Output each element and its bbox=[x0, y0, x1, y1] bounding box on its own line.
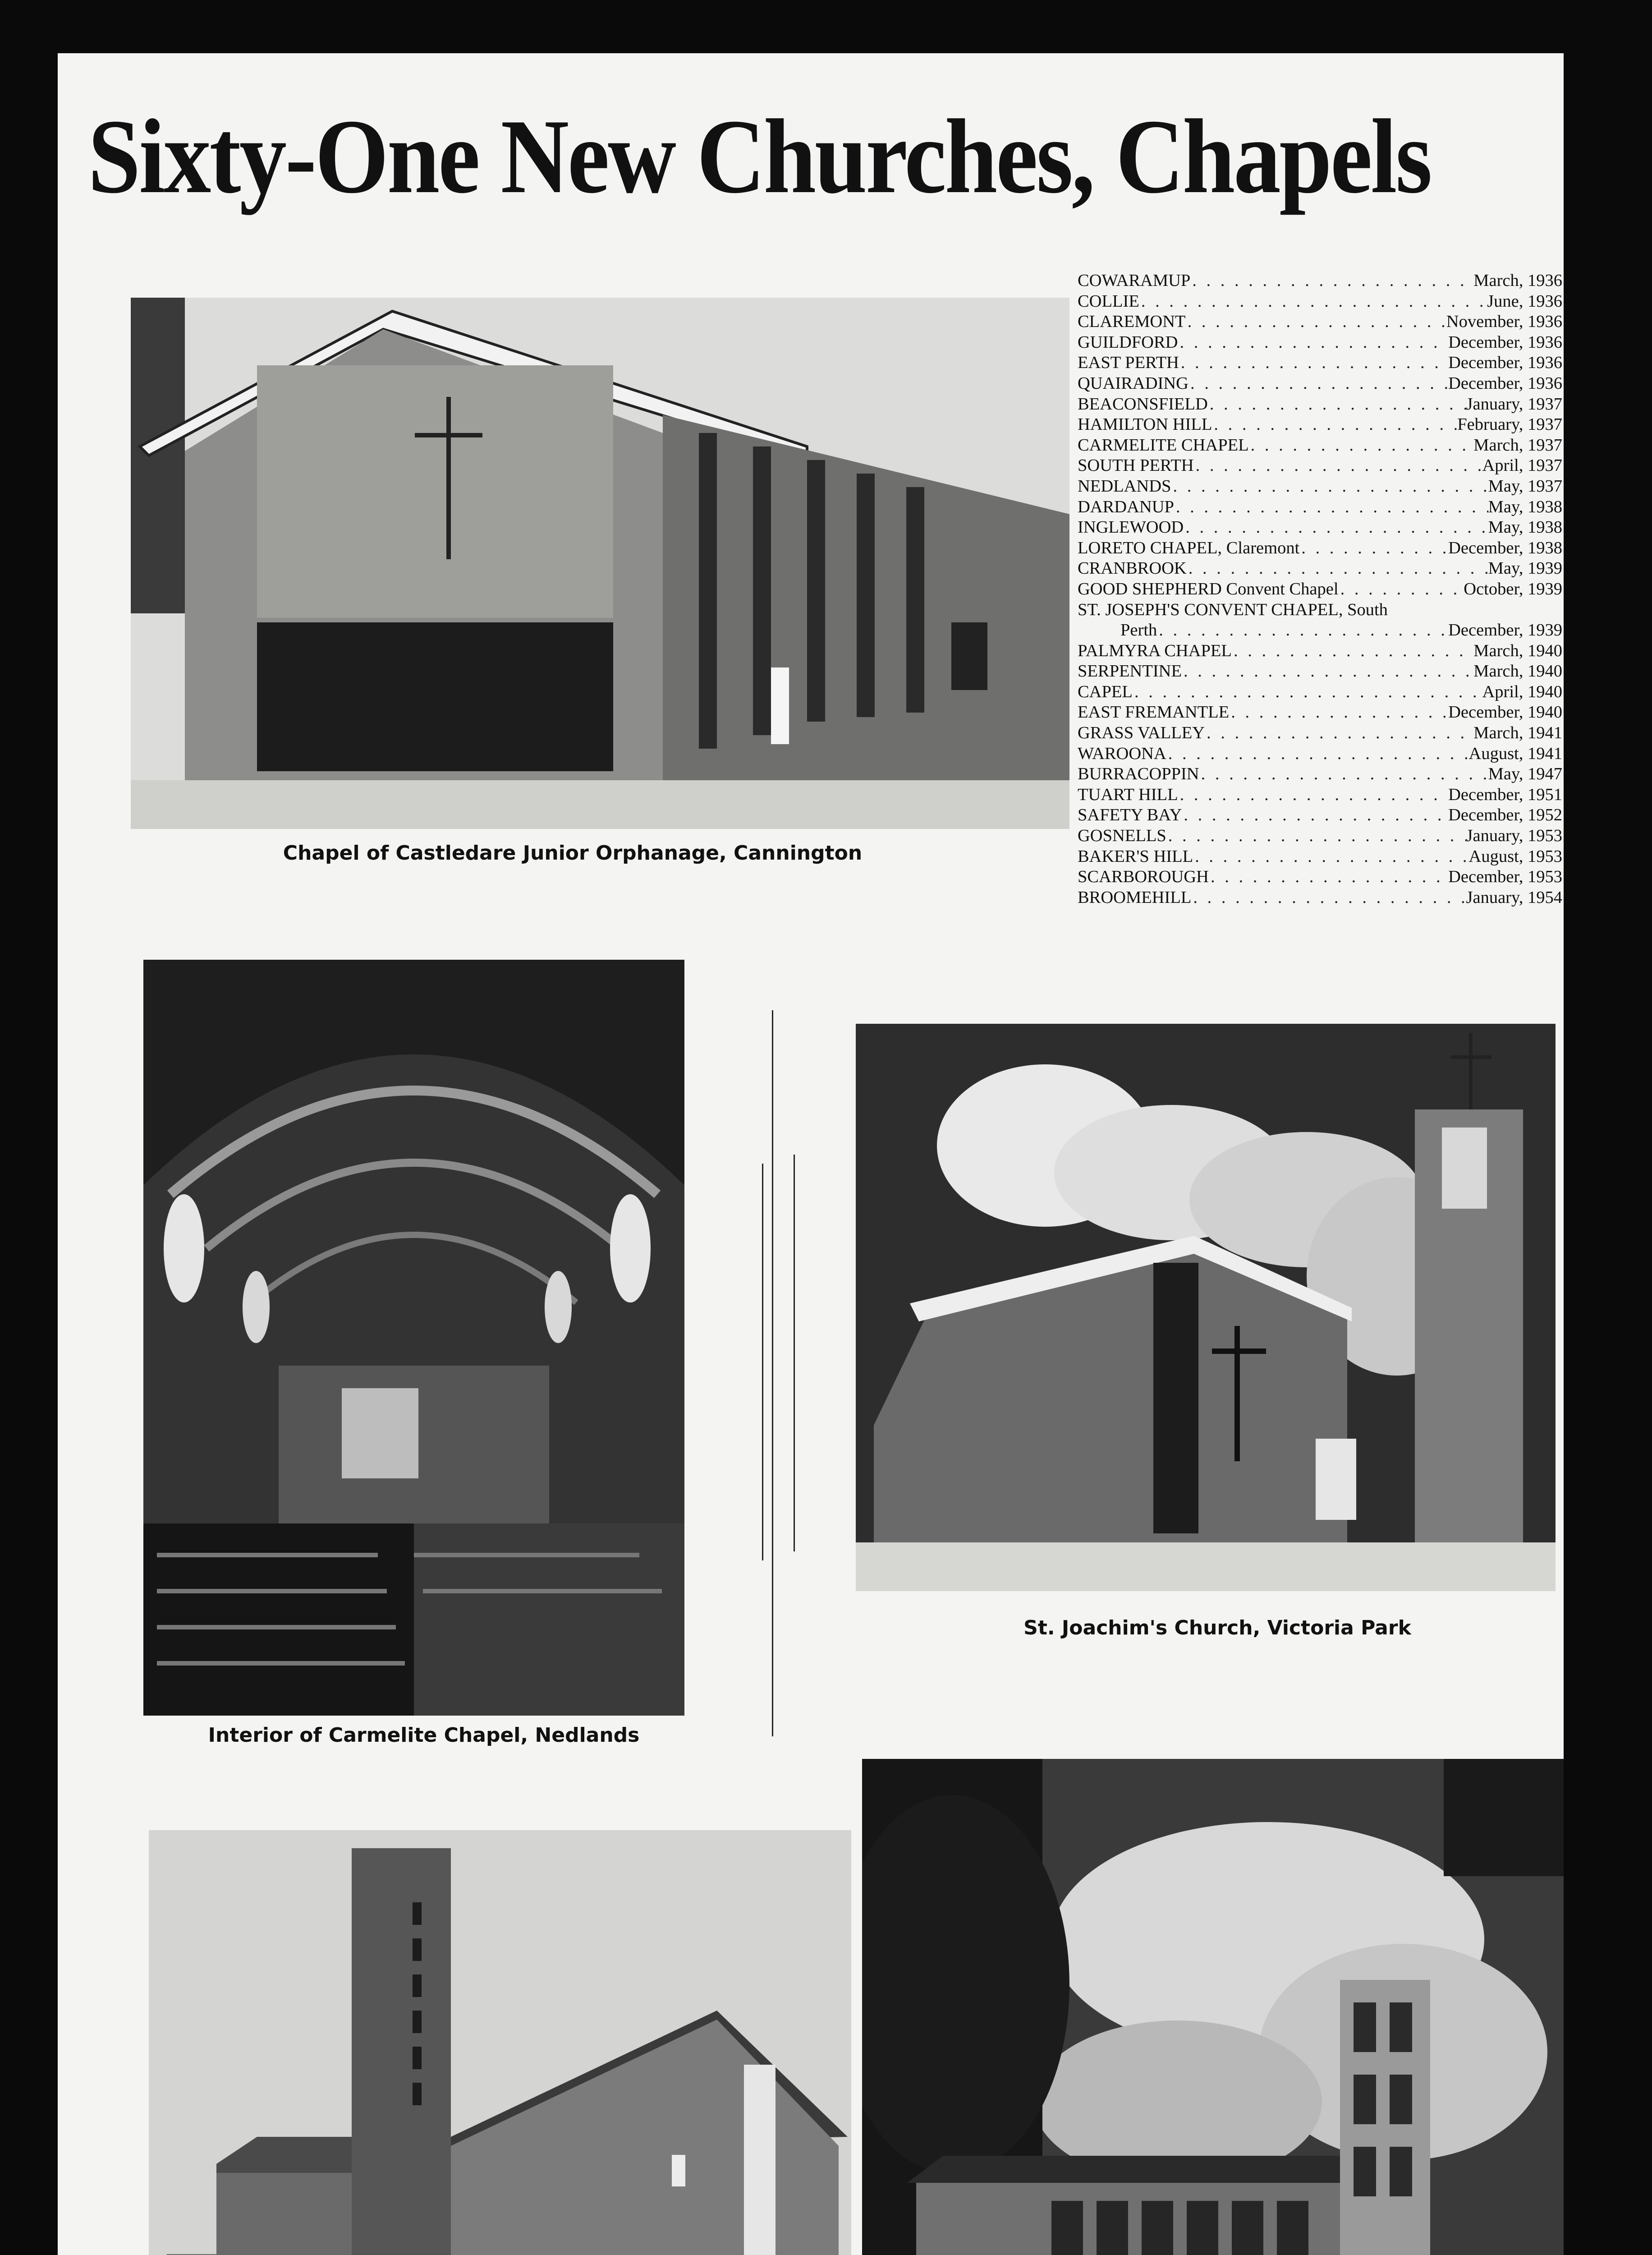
list-item bbox=[1078, 600, 1562, 621]
leader-dots bbox=[1339, 579, 1464, 600]
leader-dots bbox=[1179, 353, 1448, 373]
list-item-name: INGLEWOOD bbox=[1078, 518, 1184, 537]
list-item bbox=[1078, 847, 1562, 867]
list-item bbox=[1078, 353, 1562, 373]
list-item bbox=[1078, 826, 1562, 847]
list-item bbox=[1078, 661, 1562, 682]
list-item-name: CRANBROOK bbox=[1078, 559, 1187, 578]
leader-dots bbox=[1232, 641, 1473, 662]
list-item-name: SCARBOROUGH bbox=[1078, 867, 1209, 887]
list-item-date: May, 1938 bbox=[1488, 518, 1562, 537]
list-item bbox=[1078, 332, 1562, 353]
list-item-date: November, 1936 bbox=[1446, 312, 1562, 331]
leader-dots bbox=[1178, 785, 1449, 805]
list-item bbox=[1078, 394, 1562, 415]
page-title: Sixty-One New Churches, Chapels bbox=[88, 98, 1431, 216]
list-item-date: May, 1939 bbox=[1488, 559, 1562, 578]
church-list bbox=[1078, 271, 1562, 908]
list-item-date: December, 1938 bbox=[1448, 538, 1562, 557]
list-item bbox=[1078, 641, 1562, 662]
list-item-date: April, 1940 bbox=[1482, 682, 1562, 701]
leader-dots bbox=[1166, 826, 1466, 847]
list-item-date: March, 1941 bbox=[1473, 723, 1562, 743]
list-item-date: December, 1951 bbox=[1448, 785, 1562, 804]
list-item bbox=[1078, 764, 1562, 785]
list-item-date: January, 1953 bbox=[1466, 826, 1562, 846]
leader-dots bbox=[1249, 435, 1474, 456]
list-item bbox=[1078, 312, 1562, 332]
leader-dots bbox=[1174, 497, 1488, 518]
list-item-date: March, 1936 bbox=[1473, 271, 1562, 290]
list-item bbox=[1078, 579, 1562, 600]
decorative-rule bbox=[772, 1010, 773, 1736]
leader-dots bbox=[1190, 271, 1473, 291]
list-item-name: CAPEL bbox=[1078, 682, 1133, 701]
list-item-date: June, 1936 bbox=[1487, 291, 1562, 311]
list-item-date: December, 1936 bbox=[1448, 373, 1562, 393]
leader-dots bbox=[1166, 744, 1469, 764]
decorative-rule bbox=[794, 1155, 795, 1551]
caption-carmelite: Interior of Carmelite Chapel, Nedlands bbox=[208, 1724, 640, 1747]
list-item bbox=[1078, 867, 1562, 888]
leader-dots bbox=[1133, 682, 1482, 703]
list-item bbox=[1078, 723, 1562, 744]
leader-dots bbox=[1187, 558, 1488, 579]
list-item-name: ST. JOSEPH'S CONVENT CHAPEL, South bbox=[1078, 600, 1388, 619]
list-item-date: August, 1953 bbox=[1468, 847, 1562, 866]
list-item bbox=[1078, 888, 1562, 908]
list-item bbox=[1078, 785, 1562, 805]
list-item bbox=[1078, 538, 1562, 559]
leader-dots bbox=[1171, 476, 1488, 497]
leader-dots bbox=[1178, 332, 1448, 353]
list-item-name: GOSNELLS bbox=[1078, 826, 1166, 846]
list-item-name: GOOD SHEPHERD Convent Chapel bbox=[1078, 579, 1339, 598]
list-item-name: SAFETY BAY bbox=[1078, 805, 1182, 825]
list-item-name: SOUTH PERTH bbox=[1078, 456, 1194, 475]
list-item-name: DARDANUP bbox=[1078, 497, 1174, 516]
list-item bbox=[1078, 805, 1562, 826]
list-item-date: May, 1938 bbox=[1488, 497, 1562, 516]
list-item-date: January, 1937 bbox=[1466, 394, 1562, 414]
list-item-date: December, 1936 bbox=[1448, 332, 1562, 352]
list-item bbox=[1078, 271, 1562, 291]
list-item-name: CARMELITE CHAPEL bbox=[1078, 435, 1249, 455]
list-item-name: CLAREMONT bbox=[1078, 312, 1186, 331]
list-item bbox=[1078, 373, 1562, 394]
leader-dots bbox=[1208, 394, 1466, 415]
list-item-date: May, 1937 bbox=[1488, 476, 1562, 496]
list-item bbox=[1078, 497, 1562, 518]
list-item-date: March, 1937 bbox=[1473, 435, 1562, 455]
list-item-name: COWARAMUP bbox=[1078, 271, 1191, 290]
list-item-date: December, 1953 bbox=[1448, 867, 1562, 887]
list-item-name: WAROONA bbox=[1078, 744, 1166, 763]
list-item-date: March, 1940 bbox=[1473, 641, 1562, 660]
leader-dots bbox=[1182, 661, 1473, 682]
caption-st-joachims: St. Joachim's Church, Victoria Park bbox=[1023, 1616, 1411, 1639]
list-item bbox=[1078, 414, 1562, 435]
photo-our-lady-queen-of-victories bbox=[149, 1830, 851, 2255]
leader-dots bbox=[1139, 291, 1487, 312]
leader-dots bbox=[1229, 702, 1448, 723]
list-item bbox=[1078, 682, 1562, 703]
list-item-date: October, 1939 bbox=[1464, 579, 1562, 598]
list-item bbox=[1078, 291, 1562, 312]
list-item-name: NEDLANDS bbox=[1078, 476, 1171, 496]
list-item-name: SERPENTINE bbox=[1078, 662, 1182, 681]
list-item-date: May, 1947 bbox=[1488, 764, 1562, 784]
list-item-date: April, 1937 bbox=[1482, 456, 1562, 475]
list-item-name: GRASS VALLEY bbox=[1078, 723, 1205, 743]
list-item-date: December, 1952 bbox=[1448, 805, 1562, 825]
list-item bbox=[1078, 517, 1562, 538]
photo-castledare-chapel bbox=[131, 298, 1069, 829]
leader-dots bbox=[1184, 517, 1488, 538]
list-item bbox=[1078, 620, 1562, 641]
leader-dots bbox=[1186, 312, 1446, 332]
list-item-name: QUAIRADING bbox=[1078, 373, 1189, 393]
list-item bbox=[1078, 744, 1562, 764]
list-item-name: EAST PERTH bbox=[1078, 353, 1179, 373]
list-item-name: LORETO CHAPEL, Claremont bbox=[1078, 538, 1300, 557]
photo-carmelite-interior bbox=[143, 960, 684, 1716]
list-item-date: February, 1937 bbox=[1457, 415, 1562, 434]
list-item-name: PALMYRA CHAPEL bbox=[1078, 641, 1232, 660]
list-item-name: COLLIE bbox=[1078, 291, 1139, 311]
list-item-date: December, 1940 bbox=[1448, 703, 1562, 722]
leader-dots bbox=[1189, 373, 1448, 394]
leader-dots bbox=[1194, 456, 1482, 476]
leader-dots bbox=[1191, 888, 1466, 908]
list-item-name: BURRACOPPIN bbox=[1078, 764, 1199, 784]
list-item-name: BROOMEHILL bbox=[1078, 888, 1192, 907]
photo-st-thomas-more bbox=[862, 1759, 1564, 2255]
leader-dots bbox=[1182, 805, 1448, 826]
caption-castledare: Chapel of Castledare Junior Orphanage, Cannington bbox=[283, 842, 863, 865]
leader-dots bbox=[1199, 764, 1488, 785]
list-item-date: December, 1936 bbox=[1448, 353, 1562, 373]
list-item bbox=[1078, 456, 1562, 476]
list-item bbox=[1078, 435, 1562, 456]
list-item-name: BAKER'S HILL bbox=[1078, 847, 1193, 866]
list-item-name: GUILDFORD bbox=[1078, 332, 1178, 352]
list-item bbox=[1078, 702, 1562, 723]
leader-dots bbox=[1193, 847, 1468, 867]
decorative-rule bbox=[762, 1164, 763, 1560]
leader-dots bbox=[1157, 620, 1448, 641]
list-item-name: BEACONSFIELD bbox=[1078, 394, 1208, 414]
photo-st-joachims bbox=[856, 1024, 1556, 1591]
list-item-date: January, 1954 bbox=[1466, 888, 1562, 907]
list-item bbox=[1078, 476, 1562, 497]
list-item-date: December, 1939 bbox=[1448, 621, 1562, 640]
list-item-name: HAMILTON HILL bbox=[1078, 415, 1212, 434]
list-item-name: TUART HILL bbox=[1078, 785, 1178, 804]
leader-dots bbox=[1209, 867, 1448, 888]
list-item-date: August, 1941 bbox=[1468, 744, 1562, 763]
leader-dots bbox=[1205, 723, 1473, 744]
list-item-name: EAST FREMANTLE bbox=[1078, 703, 1230, 722]
list-item-date: March, 1940 bbox=[1473, 662, 1562, 681]
list-item-name: Perth bbox=[1120, 621, 1157, 640]
leader-dots bbox=[1212, 414, 1457, 435]
list-item bbox=[1078, 558, 1562, 579]
leader-dots bbox=[1299, 538, 1448, 559]
